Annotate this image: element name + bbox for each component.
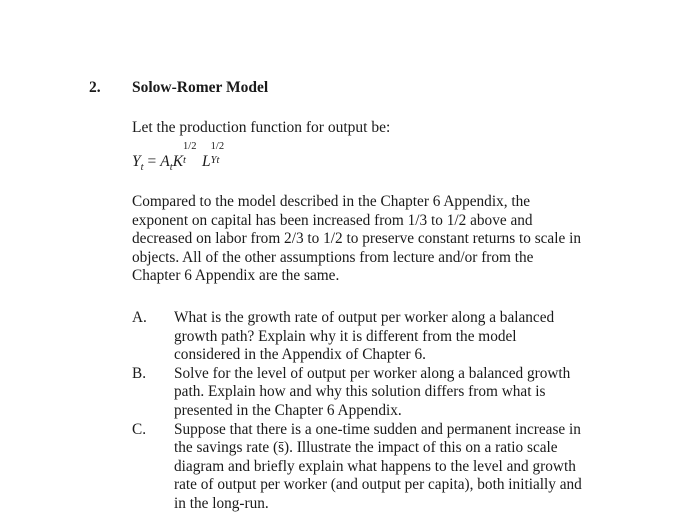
sub-question-a bbox=[132, 309, 602, 365]
item-line: Solve for the level of output per worker along a balanced growth bbox=[174, 364, 571, 382]
eq-lhs-sub: t bbox=[140, 162, 144, 173]
intro-text: Let the production function for output be: bbox=[132, 119, 391, 136]
item-letter: C. bbox=[132, 420, 147, 438]
paragraph-line: Compared to the model described in the Chapter 6 Appendix, the bbox=[132, 193, 531, 210]
item-line: Suppose that there is a one-time sudden and permanent increase in bbox=[174, 420, 581, 438]
item-letter: B. bbox=[132, 364, 147, 382]
eq-l-exp: 1/2 bbox=[210, 141, 225, 152]
item-line: rate of output per worker (and output per capita), both initially and bbox=[174, 476, 582, 494]
item-text bbox=[174, 365, 602, 421]
eq-l-sub: Yt bbox=[210, 155, 220, 166]
item-text bbox=[174, 309, 602, 365]
item-line: in the long-run. bbox=[174, 494, 269, 512]
paragraph-line: decreased on labor from 2/3 to 1/2 to preserve constant returns to scale in bbox=[132, 230, 581, 248]
item-line: path. Explain how and why this solution differs from what is bbox=[174, 383, 546, 401]
item-line: presented in the Chapter 6 Appendix. bbox=[174, 401, 402, 419]
eq-a-var: A bbox=[160, 153, 170, 170]
item-letter: A. bbox=[132, 309, 147, 326]
eq-k-scripts bbox=[183, 141, 202, 166]
item-line: What is the growth rate of output per worker along a balanced bbox=[174, 309, 555, 326]
item-line: growth path? Explain why it is different from the model bbox=[174, 327, 517, 345]
item-line: the savings rate (s̄). Illustrate the impact of this on a ratio scale bbox=[174, 439, 558, 457]
comparison-paragraph bbox=[132, 193, 602, 286]
paragraph-line: Chapter 6 Appendix are the same. bbox=[132, 267, 340, 285]
eq-l-scripts bbox=[210, 141, 233, 166]
sub-question-c bbox=[132, 421, 602, 514]
sub-question-b bbox=[132, 365, 602, 421]
eq-a-sub: t bbox=[169, 162, 173, 173]
production-function-equation bbox=[132, 141, 233, 173]
eq-k-sub: t bbox=[183, 155, 186, 166]
item-line: diagram and briefly explain what happens to the level and growth bbox=[174, 457, 576, 475]
question-title: Solow-Romer Model bbox=[132, 79, 269, 96]
eq-k-var: K bbox=[172, 153, 184, 170]
eq-l-var: L bbox=[202, 153, 211, 170]
paragraph-line: objects. All of the other assumptions from lecture and/or from the bbox=[132, 248, 534, 266]
eq-equals: = bbox=[147, 153, 157, 170]
eq-lhs-var: Y bbox=[132, 153, 141, 170]
eq-k-exp: 1/2 bbox=[183, 141, 197, 152]
sub-question-list bbox=[132, 309, 602, 514]
paragraph-line: exponent on capital has been increased from 1/3 to 1/2 above and bbox=[132, 211, 533, 229]
item-text bbox=[174, 421, 602, 514]
question-number: 2. bbox=[89, 79, 101, 96]
item-line: considered in the Appendix of Chapter 6. bbox=[174, 346, 426, 364]
